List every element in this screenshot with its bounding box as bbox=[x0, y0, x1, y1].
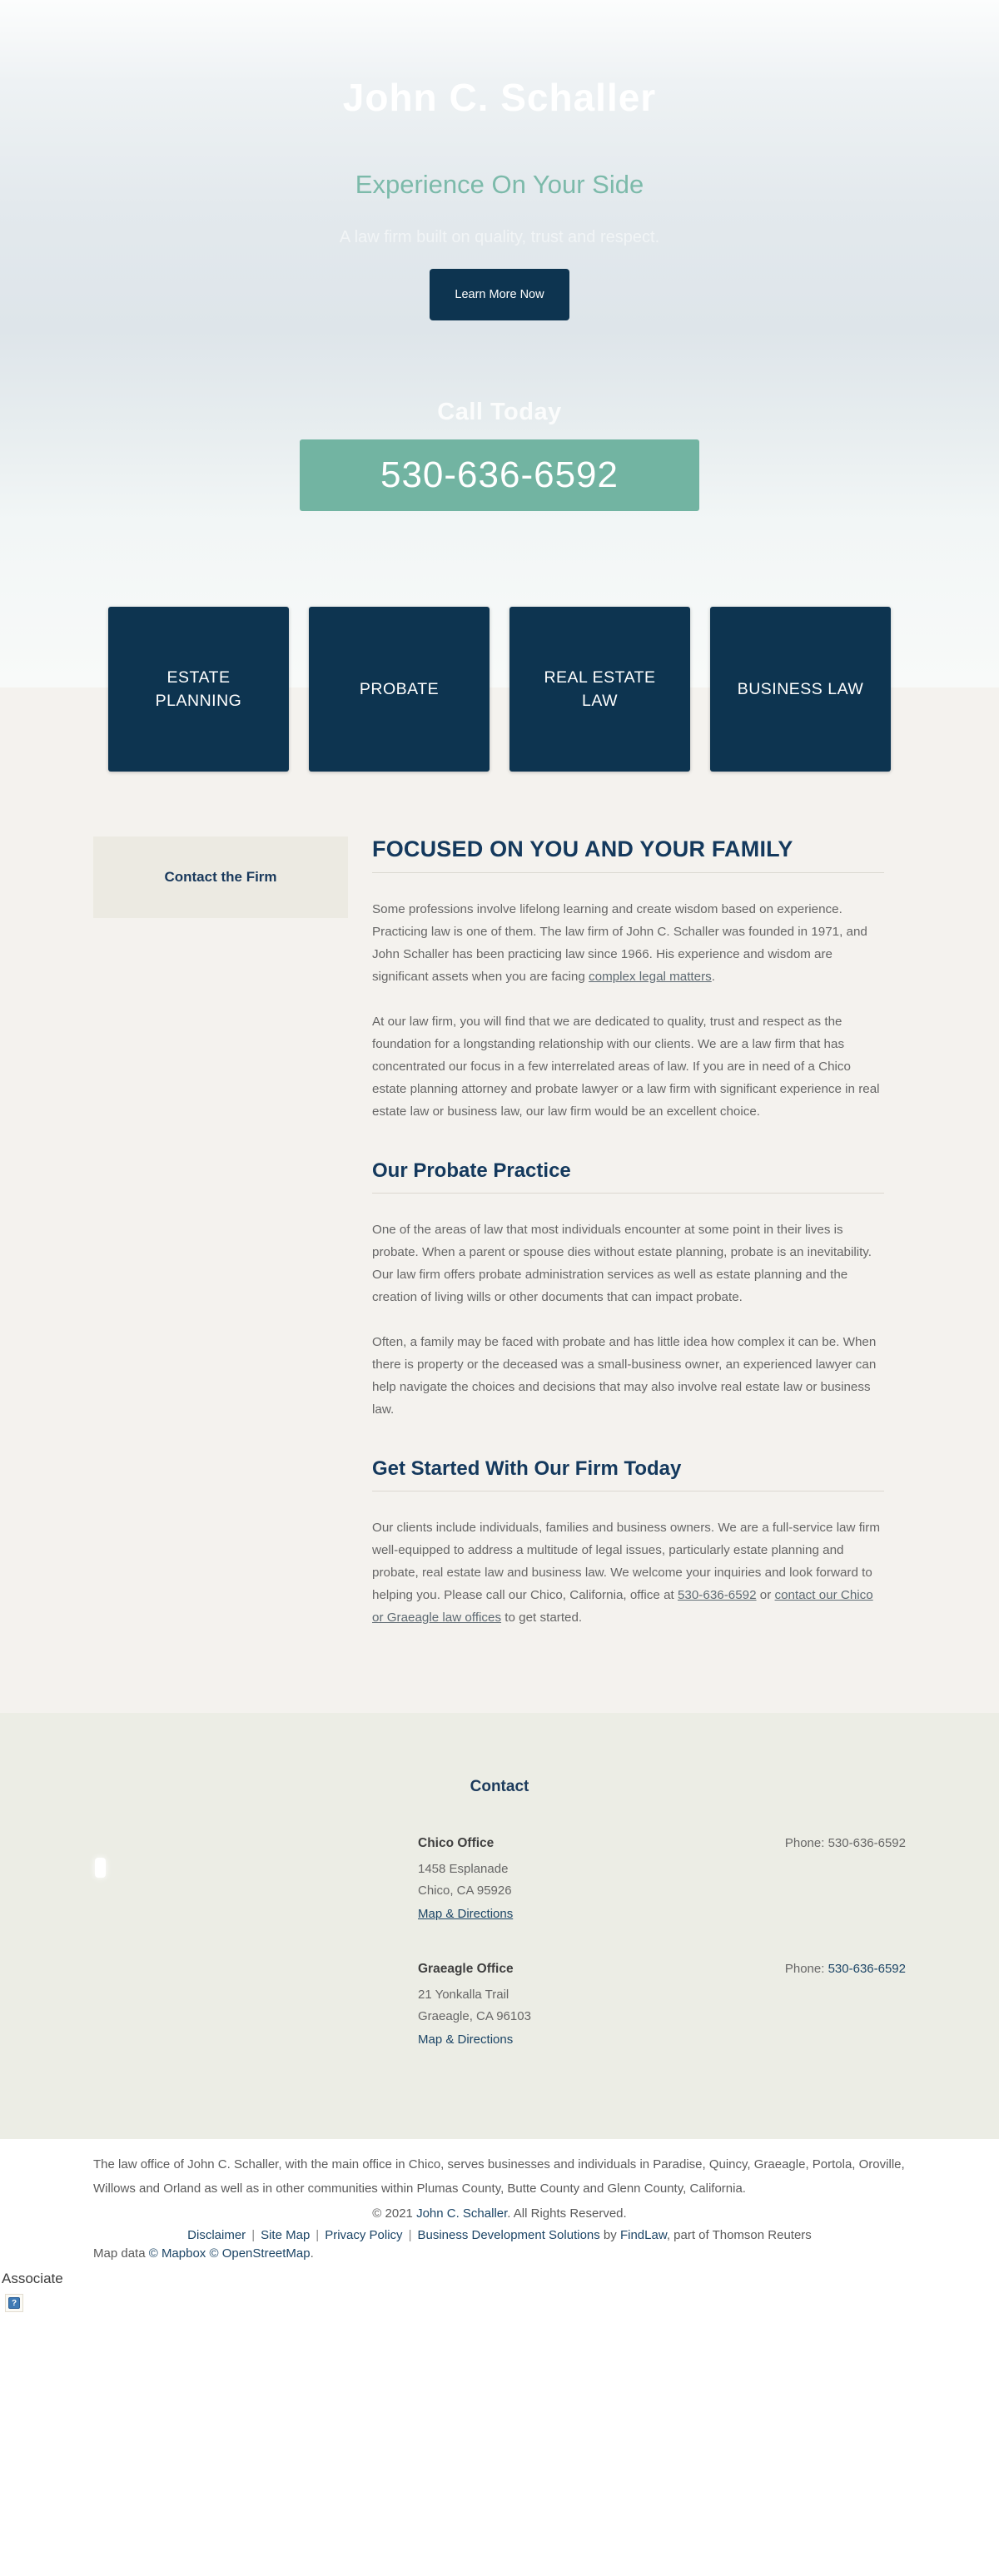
intro-p1-text: Some professions involve lifelong learning and create wisdom based on experience. Practicing law is one of them. The law firm of John C. Schaller was founded in 1971, and John Schaller has been practicing law since 1966. His experience and wisdom are significant assets when you are facing bbox=[372, 902, 867, 984]
contact-the-firm-button[interactable]: Contact the Firm bbox=[93, 836, 348, 918]
probate-paragraph-1: One of the areas of law that most individuals encounter at some point in their lives is probate. When a parent or spouse dies without estate planning, probate is an inevitability. Our law firm offers probate administration services as well as estate planning and the creation of living wills or other documents that can impact probate. bbox=[372, 1223, 872, 1304]
office-row-graeagle bbox=[93, 1962, 906, 2051]
phone-number-link[interactable]: 530-636-6592 bbox=[677, 1588, 757, 1602]
call-today-label: Call Today bbox=[437, 399, 562, 425]
map-marker-fragment bbox=[95, 1858, 106, 1878]
site-title: John C. Schaller bbox=[342, 76, 657, 119]
article-column bbox=[372, 836, 884, 1651]
copyright-suffix: . All Rights Reserved. bbox=[507, 2206, 627, 2221]
article-heading-get-started: Get Started With Our Firm Today bbox=[372, 1457, 682, 1480]
hero-subtagline: A law firm built on quality, trust and respect. bbox=[339, 228, 660, 246]
copyright-line bbox=[0, 2206, 999, 2221]
mapbox-link[interactable]: © Mapbox bbox=[148, 2246, 206, 2261]
footer-links-row bbox=[0, 2228, 999, 2242]
question-mark-icon: ? bbox=[8, 2297, 20, 2309]
get-started-text: Our clients include individuals, families and business owners. We are a full-service law firm well-equipped to address a multitude of legal issues, particularly estate planning and probate, real estate law and business law. We welcome your inquiries and look forward to helping you. Please call our Chico, California, office at bbox=[372, 1521, 880, 1602]
intro-paragraph-1 bbox=[372, 898, 884, 988]
article-heading-focused: FOCUSED ON YOU AND YOUR FAMILY bbox=[372, 836, 793, 861]
map-attribution bbox=[93, 2246, 906, 2261]
office-address-line: 1458 Esplanade bbox=[418, 1862, 509, 1876]
intro-paragraph-2: At our law firm, you will find that we are dedicated to quality, trust and respect as the foundation for a longstanding relationship with our clients. We are a law firm that has concentrated our focus in a few interrelated areas of law. If you are in need of a Chico estate planning attorney and probate lawyer or a law firm with significant experience in real estate law or business law, our law firm would be an excellent choice. bbox=[372, 1015, 880, 1119]
intro-p1-end: . bbox=[711, 970, 715, 984]
separator: | bbox=[316, 2228, 320, 2242]
office-address-block bbox=[418, 1962, 785, 2051]
contact-heading: Contact bbox=[470, 1778, 529, 1795]
complex-legal-matters-link[interactable]: complex legal matters bbox=[589, 970, 712, 984]
learn-more-button[interactable]: Learn More Now bbox=[430, 269, 569, 320]
firm-name-link[interactable]: John C. Schaller bbox=[416, 2206, 508, 2221]
offices-list bbox=[93, 1836, 906, 2051]
office-row-chico bbox=[93, 1836, 906, 1925]
article-heading-probate: Our Probate Practice bbox=[372, 1159, 571, 1182]
practice-areas-row bbox=[108, 607, 891, 772]
bds-by-text: by bbox=[599, 2228, 620, 2242]
hero-section bbox=[0, 0, 999, 687]
get-started-paragraph bbox=[372, 1516, 884, 1629]
office-address-line: Chico, CA 95926 bbox=[418, 1884, 512, 1898]
heading-divider bbox=[372, 1193, 884, 1194]
disclaimer-link[interactable]: Disclaimer bbox=[187, 2228, 246, 2242]
associate-alt-text: Associate bbox=[2, 2271, 63, 2286]
phone-number-link[interactable]: 530-636-6592 bbox=[828, 1962, 906, 1976]
map-directions-link[interactable]: Map & Directions bbox=[418, 1907, 514, 1921]
contact-section bbox=[0, 1713, 999, 2139]
office-map-area bbox=[93, 1836, 418, 1925]
separator: | bbox=[251, 2228, 256, 2242]
broken-image-icon[interactable] bbox=[5, 2294, 23, 2312]
map-directions-link[interactable]: Map & Directions bbox=[418, 2033, 514, 2047]
openstreetmap-link[interactable]: © OpenStreetMap bbox=[209, 2246, 311, 2261]
phone-number: 530-636-6592 bbox=[828, 1836, 906, 1850]
heading-divider bbox=[372, 872, 884, 873]
get-started-end: to get started. bbox=[501, 1611, 583, 1625]
get-started-mid: or bbox=[756, 1588, 775, 1602]
separator: | bbox=[408, 2228, 412, 2242]
sidebar bbox=[93, 836, 348, 918]
practice-box-real-estate-law[interactable]: REAL ESTATE LAW bbox=[509, 607, 690, 772]
office-address-line: Graeagle, CA 96103 bbox=[418, 2009, 531, 2023]
practice-box-probate[interactable]: PROBATE bbox=[309, 607, 490, 772]
content-columns bbox=[93, 836, 906, 1651]
office-phone bbox=[785, 1836, 906, 1925]
main-content-section bbox=[0, 668, 999, 1713]
contact-offices-link[interactable]: contact our Chico or Graeagle law offices bbox=[372, 1588, 873, 1625]
office-map-area bbox=[93, 1962, 418, 2051]
legal-footer bbox=[0, 2139, 999, 2312]
office-name: Chico Office bbox=[418, 1836, 495, 1850]
office-address-line: 21 Yonkalla Trail bbox=[418, 1988, 509, 2002]
phone-banner[interactable]: 530-636-6592 bbox=[300, 439, 699, 511]
bds-suffix-text: , part of Thomson Reuters bbox=[666, 2228, 812, 2242]
practice-box-estate-planning[interactable]: ESTATE PLANNING bbox=[108, 607, 289, 772]
copyright-prefix: © 2021 bbox=[372, 2206, 417, 2221]
privacy-policy-link[interactable]: Privacy Policy bbox=[325, 2228, 403, 2242]
phone-label: Phone: bbox=[784, 1962, 828, 1976]
business-development-solutions-link[interactable]: Business Development Solutions bbox=[417, 2228, 600, 2242]
map-data-suffix: . bbox=[310, 2246, 314, 2261]
findlaw-link[interactable]: FindLaw bbox=[619, 2228, 667, 2242]
phone-label: Phone: bbox=[784, 1836, 828, 1850]
office-address-block bbox=[418, 1836, 785, 1925]
office-phone bbox=[785, 1962, 906, 2051]
office-name: Graeagle Office bbox=[418, 1962, 514, 1976]
practice-box-business-law[interactable]: BUSINESS LAW bbox=[710, 607, 891, 772]
hero-tagline: Experience On Your Side bbox=[355, 170, 644, 199]
map-data-label: Map data bbox=[93, 2246, 149, 2261]
service-area-text: The law office of John C. Schaller, with the main office in Chico, serves businesses and individuals in Paradise, Quincy, Graeagle, Portola, Oroville, Willows and Orland as well as in other communities within Plumas County, Butte County and Glenn County, California. bbox=[93, 2157, 905, 2196]
site-map-link[interactable]: Site Map bbox=[261, 2228, 311, 2242]
probate-paragraph-2: Often, a family may be faced with probate and has little idea how complex it can be. When there is property or the deceased was a small-business owner, an experienced lawyer can help navigate the choices and decisions that may also involve real estate law or business law. bbox=[372, 1335, 877, 1417]
